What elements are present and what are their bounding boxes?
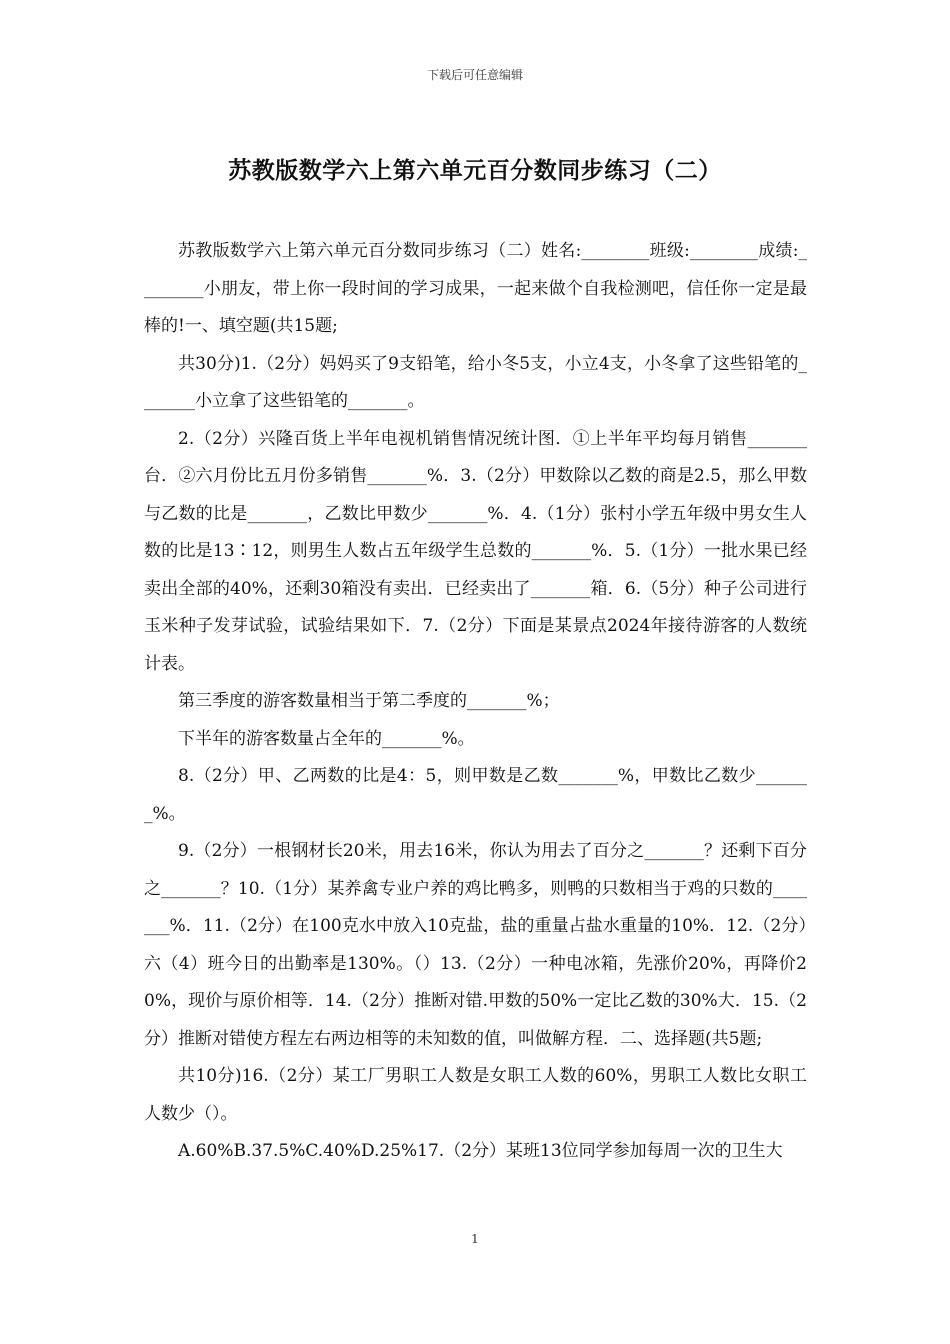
paragraph-q1: 共30分)1.（2分）妈妈买了9支铅笔，给小冬5支，小立4支，小冬拿了这些铅笔的_______小立拿了这些铅笔的_______。 (144, 353, 807, 411)
document-title: 苏教版数学六上第六单元百分数同步练习（二） (228, 157, 722, 184)
paragraph-q7-part1: 第三季度的游客数量相当于第二季度的_______%； (178, 691, 560, 711)
paragraph-intro: 苏教版数学六上第六单元百分数同步练习（二）姓名:________班级:________成绩:________小朋友，带上你一段时间的学习成果，一起来做个自我检测吧，信任你一定是最棒的!一、填空题(共15题; (144, 241, 807, 336)
paragraph-q8: 8.（2分）甲、乙两数的比是4：5，则甲数是乙数_______%，甲数比乙数少_______%。 (144, 766, 807, 824)
page-header-note: 下载后可任意编辑 (426, 68, 523, 82)
page-number: 1 (471, 1232, 479, 1246)
document-body (144, 233, 807, 1171)
paragraph-q9-q15: 9.（2分）一根钢材长20米，用去16米，你认为用去了百分之_______？还剩下百分之_______？10.（1分）某养禽专业户养的鸡比鸭多，则鸭的只数相当于鸡的只数的_______%．11.（2分）在100克水中放入10克盐，盐的重量占盐水重量的10%．12.（2分）六（4）班今日的出勤率是130%。（）13.（2分）一种电冰箱，先涨价20%，再降价20%，现价与原价相等．14.（2分）推断对错.甲数的50%一定比乙数的30%大．15.（2分）推断对错使方程左右两边相等的未知数的值，叫做解方程．二、选择题(共5题; (144, 841, 807, 1049)
paragraph-q7-part2: 下半年的游客数量占全年的_______%。 (178, 728, 475, 749)
paragraph-q16: 共10分)16.（2分）某工厂男职工人数是女职工人数的60%，男职工人数比女职工人数少（）。 (144, 1066, 807, 1124)
paragraph-q16-options: A.60%B.37.5%C.40%D.25%17.（2分）某班13位同学参加每周一次的卫生大 (178, 1141, 783, 1161)
paragraph-q2-q7: 2.（2分）兴隆百货上半年电视机销售情况统计图．①上半年平均每月销售_______台．②六月份比五月份多销售_______%．3.（2分）甲数除以乙数的商是2.5，那么甲数与乙数的比是_______，乙数比甲数少_______%．4.（1分）张村小学五年级中男女生人数的比是13∶12，则男生人数占五年级学生总数的_______%．5.（1分）一批水果已经卖出全部的40%，还剩30箱没有卖出．已经卖出了_______箱．6.（5分）种子公司进行玉米种子发芽试验，试验结果如下．7.（2分）下面是某景点2024年接待游客的人数统计表。 (144, 428, 807, 674)
